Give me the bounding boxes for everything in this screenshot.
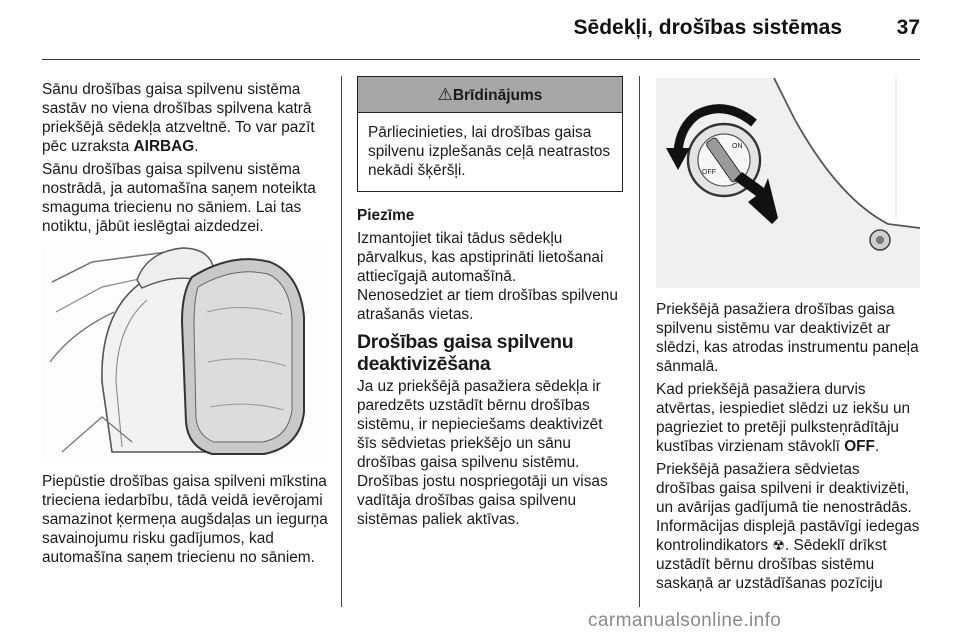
warning-box [357,76,623,192]
column-2 [357,76,625,533]
airbag-keyword: AIRBAG [133,138,195,155]
column-divider-right [639,76,640,607]
note-title: Piezīme [357,207,415,224]
page-header-title: Sēdekļi, drošības sistēmas [573,16,842,39]
page-number: 37 [896,16,920,39]
figure-caption-side-airbag: Piepūstie drošības gaisa spilveni mīkstina trieciena iedarbību, tādā veidā ievērojami samazinot ķermeņa augšdaļas un iegurņa savainojumu risku gadījumos, kad automašīna saņem triecienu no sāniem. [42,473,328,566]
airbag-switch-illustration [656,78,920,288]
note-paragraph-1: Izmantojiet tikai tādus sēdekļu pārvalkus, kas apstiprināti lietošanai attiecīgajā automašīnā. [357,230,604,285]
paragraph-side-airbag-intro: Sānu drošības gaisa spilvenu sistēma sastāv no viena drošības spilvena katrā priekšējā sēdekļa atzveltnē. To var pazīt pēc uzraksta AIRBAG. [42,81,315,155]
section-heading-deactivation: Drošības gaisa spilvenu deaktivizēšana [357,331,574,375]
airbag-off-indicator-icon: ☢ [772,537,785,553]
paragraph-switch-location: Priekšējā pasažiera drošības gaisa spilvenu sistēmu var deaktivizēt ar slēdzi, kas atrodas instrumentu paneļa sānmalā. [656,301,919,375]
warning-text: Pārliecinieties, lai drošības gaisa spilvenu izplešanās ceļā neatrastos nekādi šķēršļi. [368,124,611,179]
paragraph-deactivation: Ja uz priekšējā pasažiera sēdekļa ir paredzēts uzstādīt bērnu drošības sistēmu, ir nepieciešams deaktivizēt šīs sēdvietas priekšējo un sānu drošības gaisa spilvenu sistēmu. Drošības jostu nospriegotāji un visas vadītāja drošības gaisa spilvenu sistēmas paliek aktīvas. [357,378,608,528]
paragraph-deactivated-status: Priekšējā pasažiera sēdvietas drošības gaisa spilveni ir deaktivizēti, un avārijas gadījumā tie nenostrādās. Informācijas displejā pastāvīgi iedegas kontrolindikators ☢. Sēdeklī drīkst uzstādīt bērnu drošības sistēmu saskaņā ar uzstādīšanas pozīciju [656,461,920,592]
watermark: carmanualsonline.info [588,610,782,631]
switch-off-label: OFF [702,169,716,176]
paragraph-switch-operation: Kad priekšējā pasažiera durvis atvērtas, iespiediet slēdzi uz iekšu un pagrieziet to pretēji pulksteņrādītāju kustības virzienam stāvoklī OFF. [656,381,911,455]
note-paragraph-2: Nenosedziet ar tiem drošības spilvenu atrašanās vietas. [357,287,618,323]
column-3 [656,300,922,597]
switch-on-label: ON [732,143,743,150]
warning-triangle-icon: ⚠ [437,85,453,104]
off-keyword: OFF [844,438,875,455]
warning-header [358,77,622,113]
side-airbag-illustration [42,242,324,460]
column-1 [42,80,328,571]
paragraph-side-airbag-trigger: Sānu drošības gaisa spilvenu sistēma nostrādā, ja automašīna saņem noteikta smaguma triecienu no sāniem. Lai tas notiktu, jābūt ieslēgtai aizdedzei. [42,161,316,235]
header-rule [42,59,920,60]
column-divider-left [341,76,342,607]
warning-title: Brīdinājums [452,87,543,104]
